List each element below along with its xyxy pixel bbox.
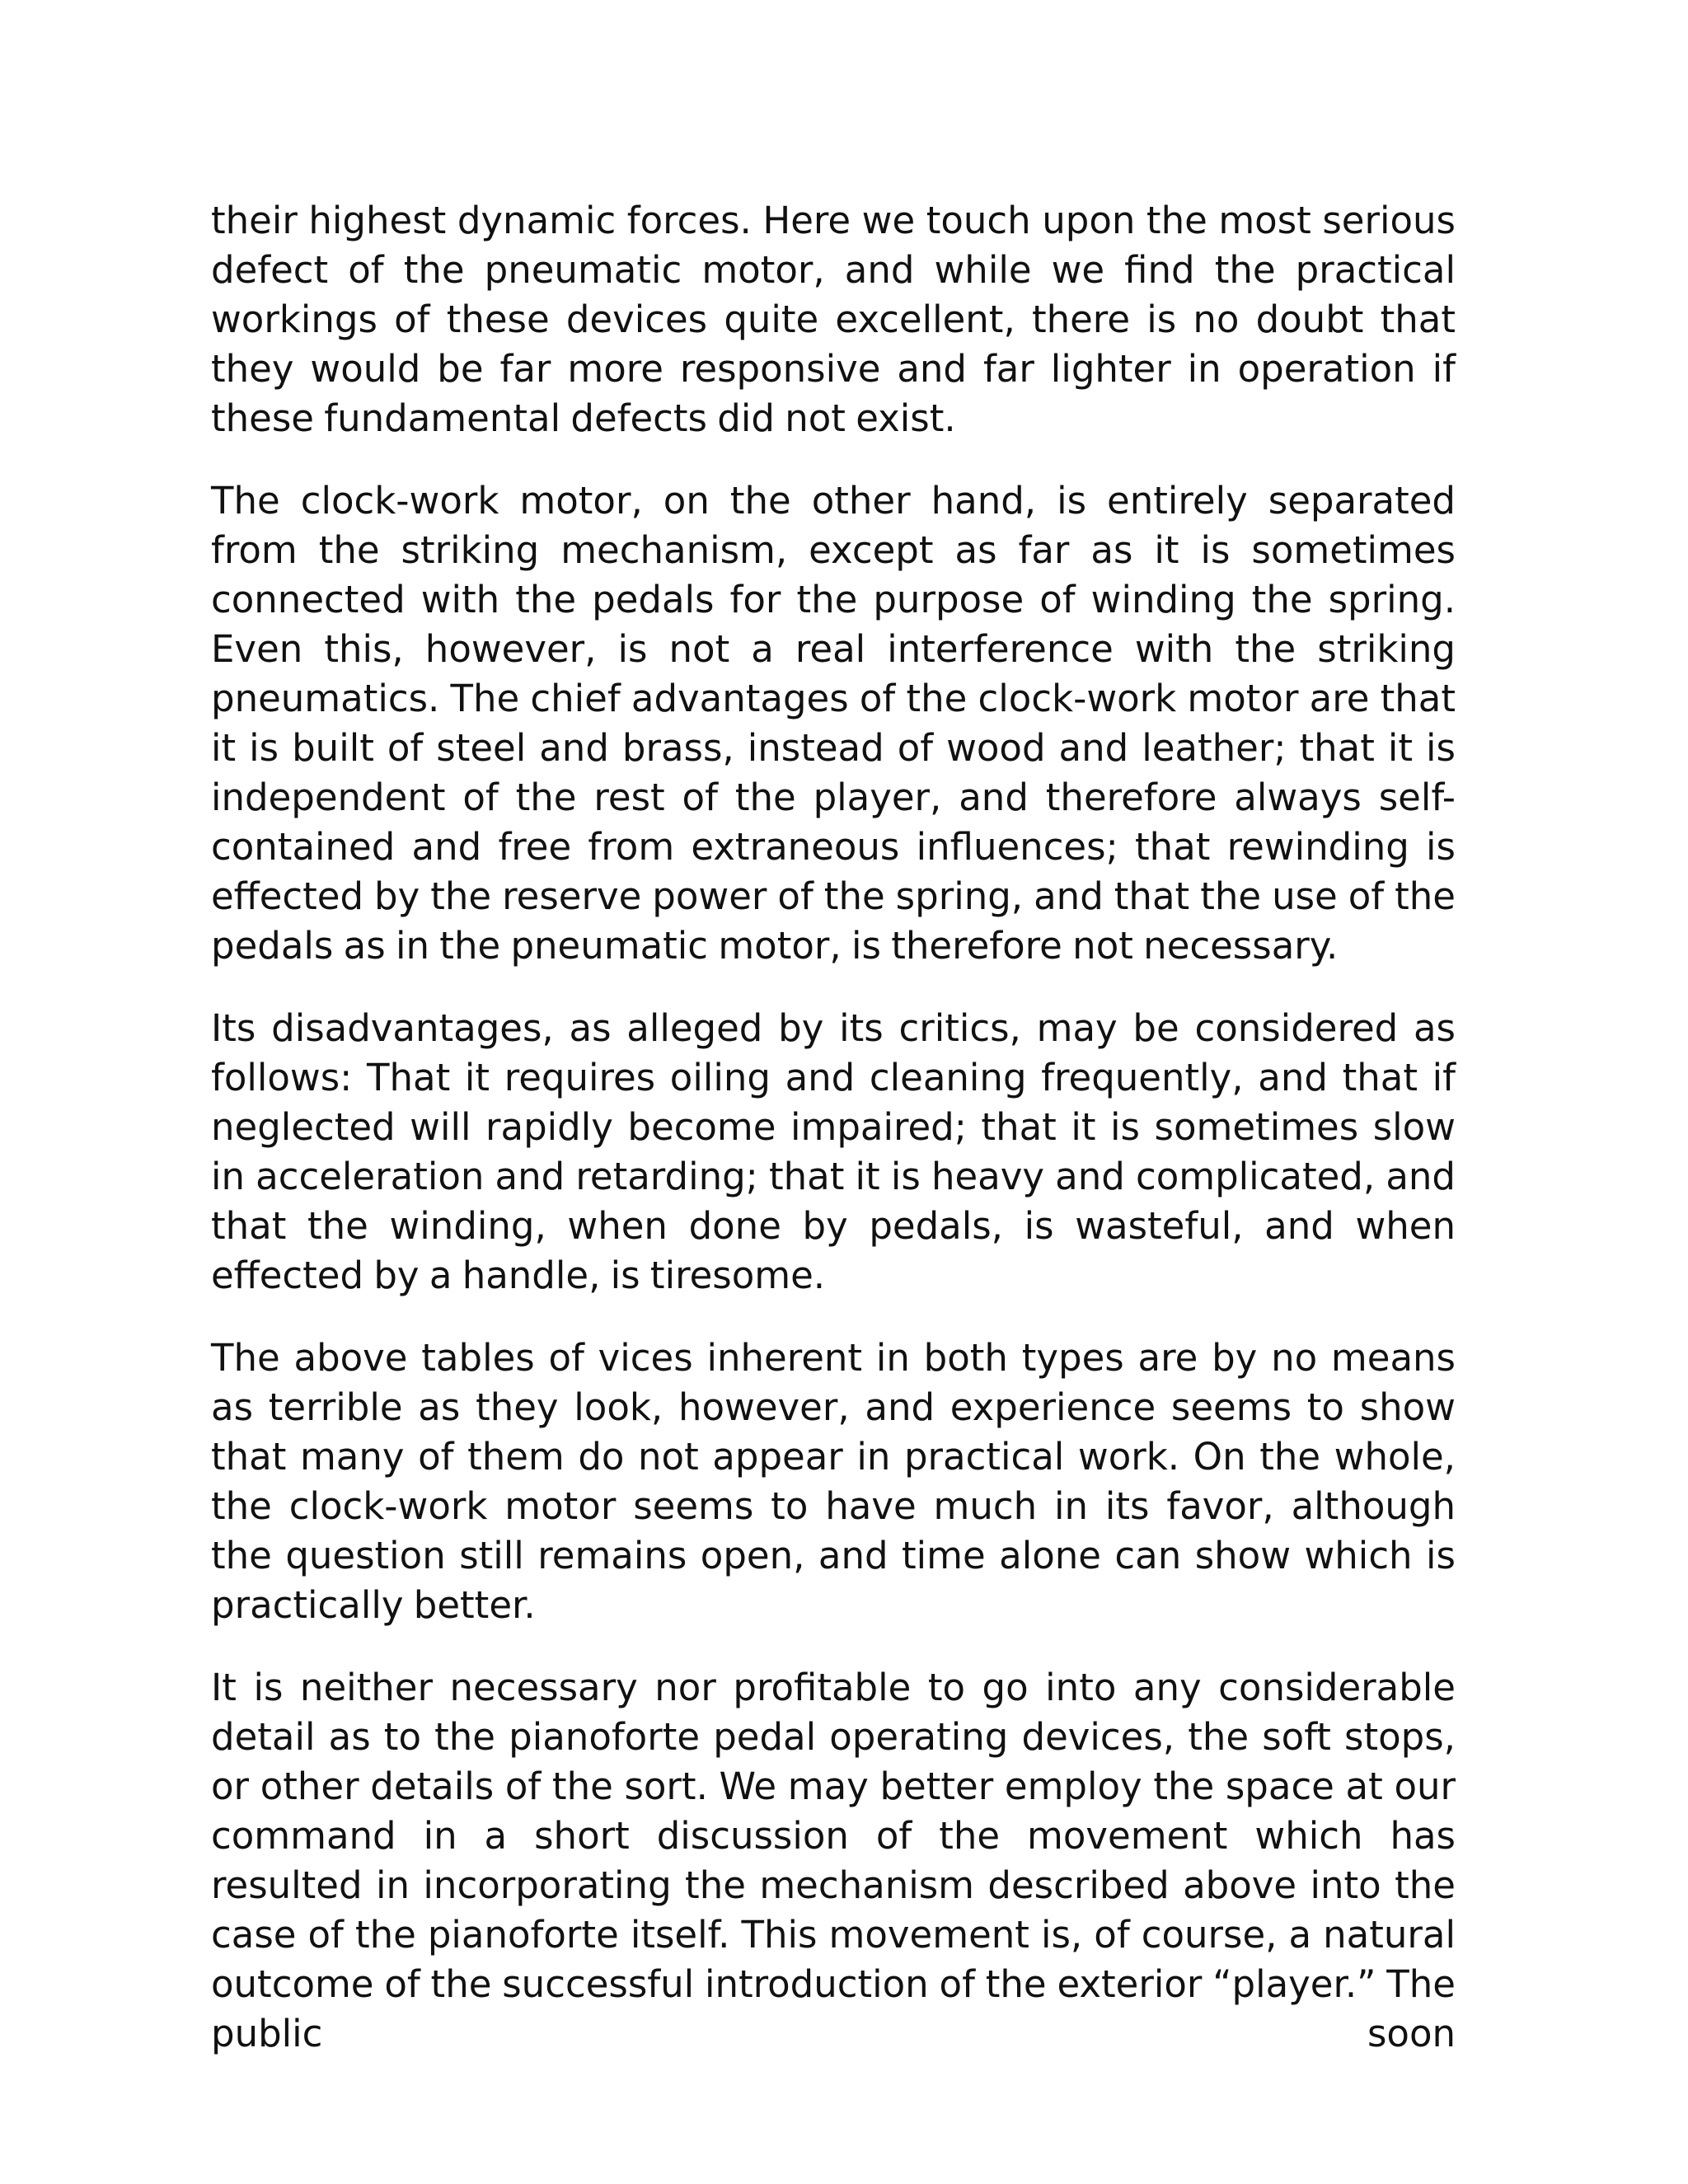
page-body <box>211 196 1456 2059</box>
paragraph-4: The above tables of vices inherent in both types are by no means as terrible as they look, however, and experience seems to show that many of them do not appear in practical work. On the whole, the clock-work motor seems to have much in its favor, although the question still remains open, and time alone can show which is practically better. <box>211 1336 1456 1627</box>
paragraph-2: The clock-work motor, on the other hand, is entirely separated from the striking mechanism, except as far as it is sometimes connected with the pedals for the purpose of winding the spring. Even this, however, is not a real interference with the striking pneumatics. The chief advantages of the clock-work motor are that it is built of steel and brass, instead of wood and leather; that it is independent of the rest of the player, and therefore always self-contained and free from extraneous influences; that rewinding is effected by the reserve power of the spring, and that the use of the pedals as in the pneumatic motor, is therefore not necessary. <box>211 479 1456 968</box>
paragraph-3: Its disadvantages, as alleged by its critics, may be considered as follows: That it requires oiling and cleaning frequently, and that if neglected will rapidly become impaired; that it is sometimes slow in acceleration and retarding; that it is heavy and complicated, and that the winding, when done by pedals, is wasteful, and when effected by a handle, is tiresome. <box>211 1006 1456 1297</box>
paragraph-1: their highest dynamic forces. Here we touch upon the most serious defect of the pneumatic motor, and while we find the practical workings of these devices quite excellent, there is no doubt that they would be far more responsive and far lighter in operation if these fundamental defects did not exist. <box>211 199 1456 440</box>
paragraph-5: It is neither necessary nor profitable to go into any considerable detail as to the pianoforte pedal operating devices, the soft stops, or other details of the sort. We may better employ the space at our command in a short discussion of the movement which has resulted in incorporating the mechanism described above into the case of the pianoforte itself. This movement is, of course, a natural outcome of the successful introduction of the exterior “player.” The public soon <box>211 1666 1456 2055</box>
